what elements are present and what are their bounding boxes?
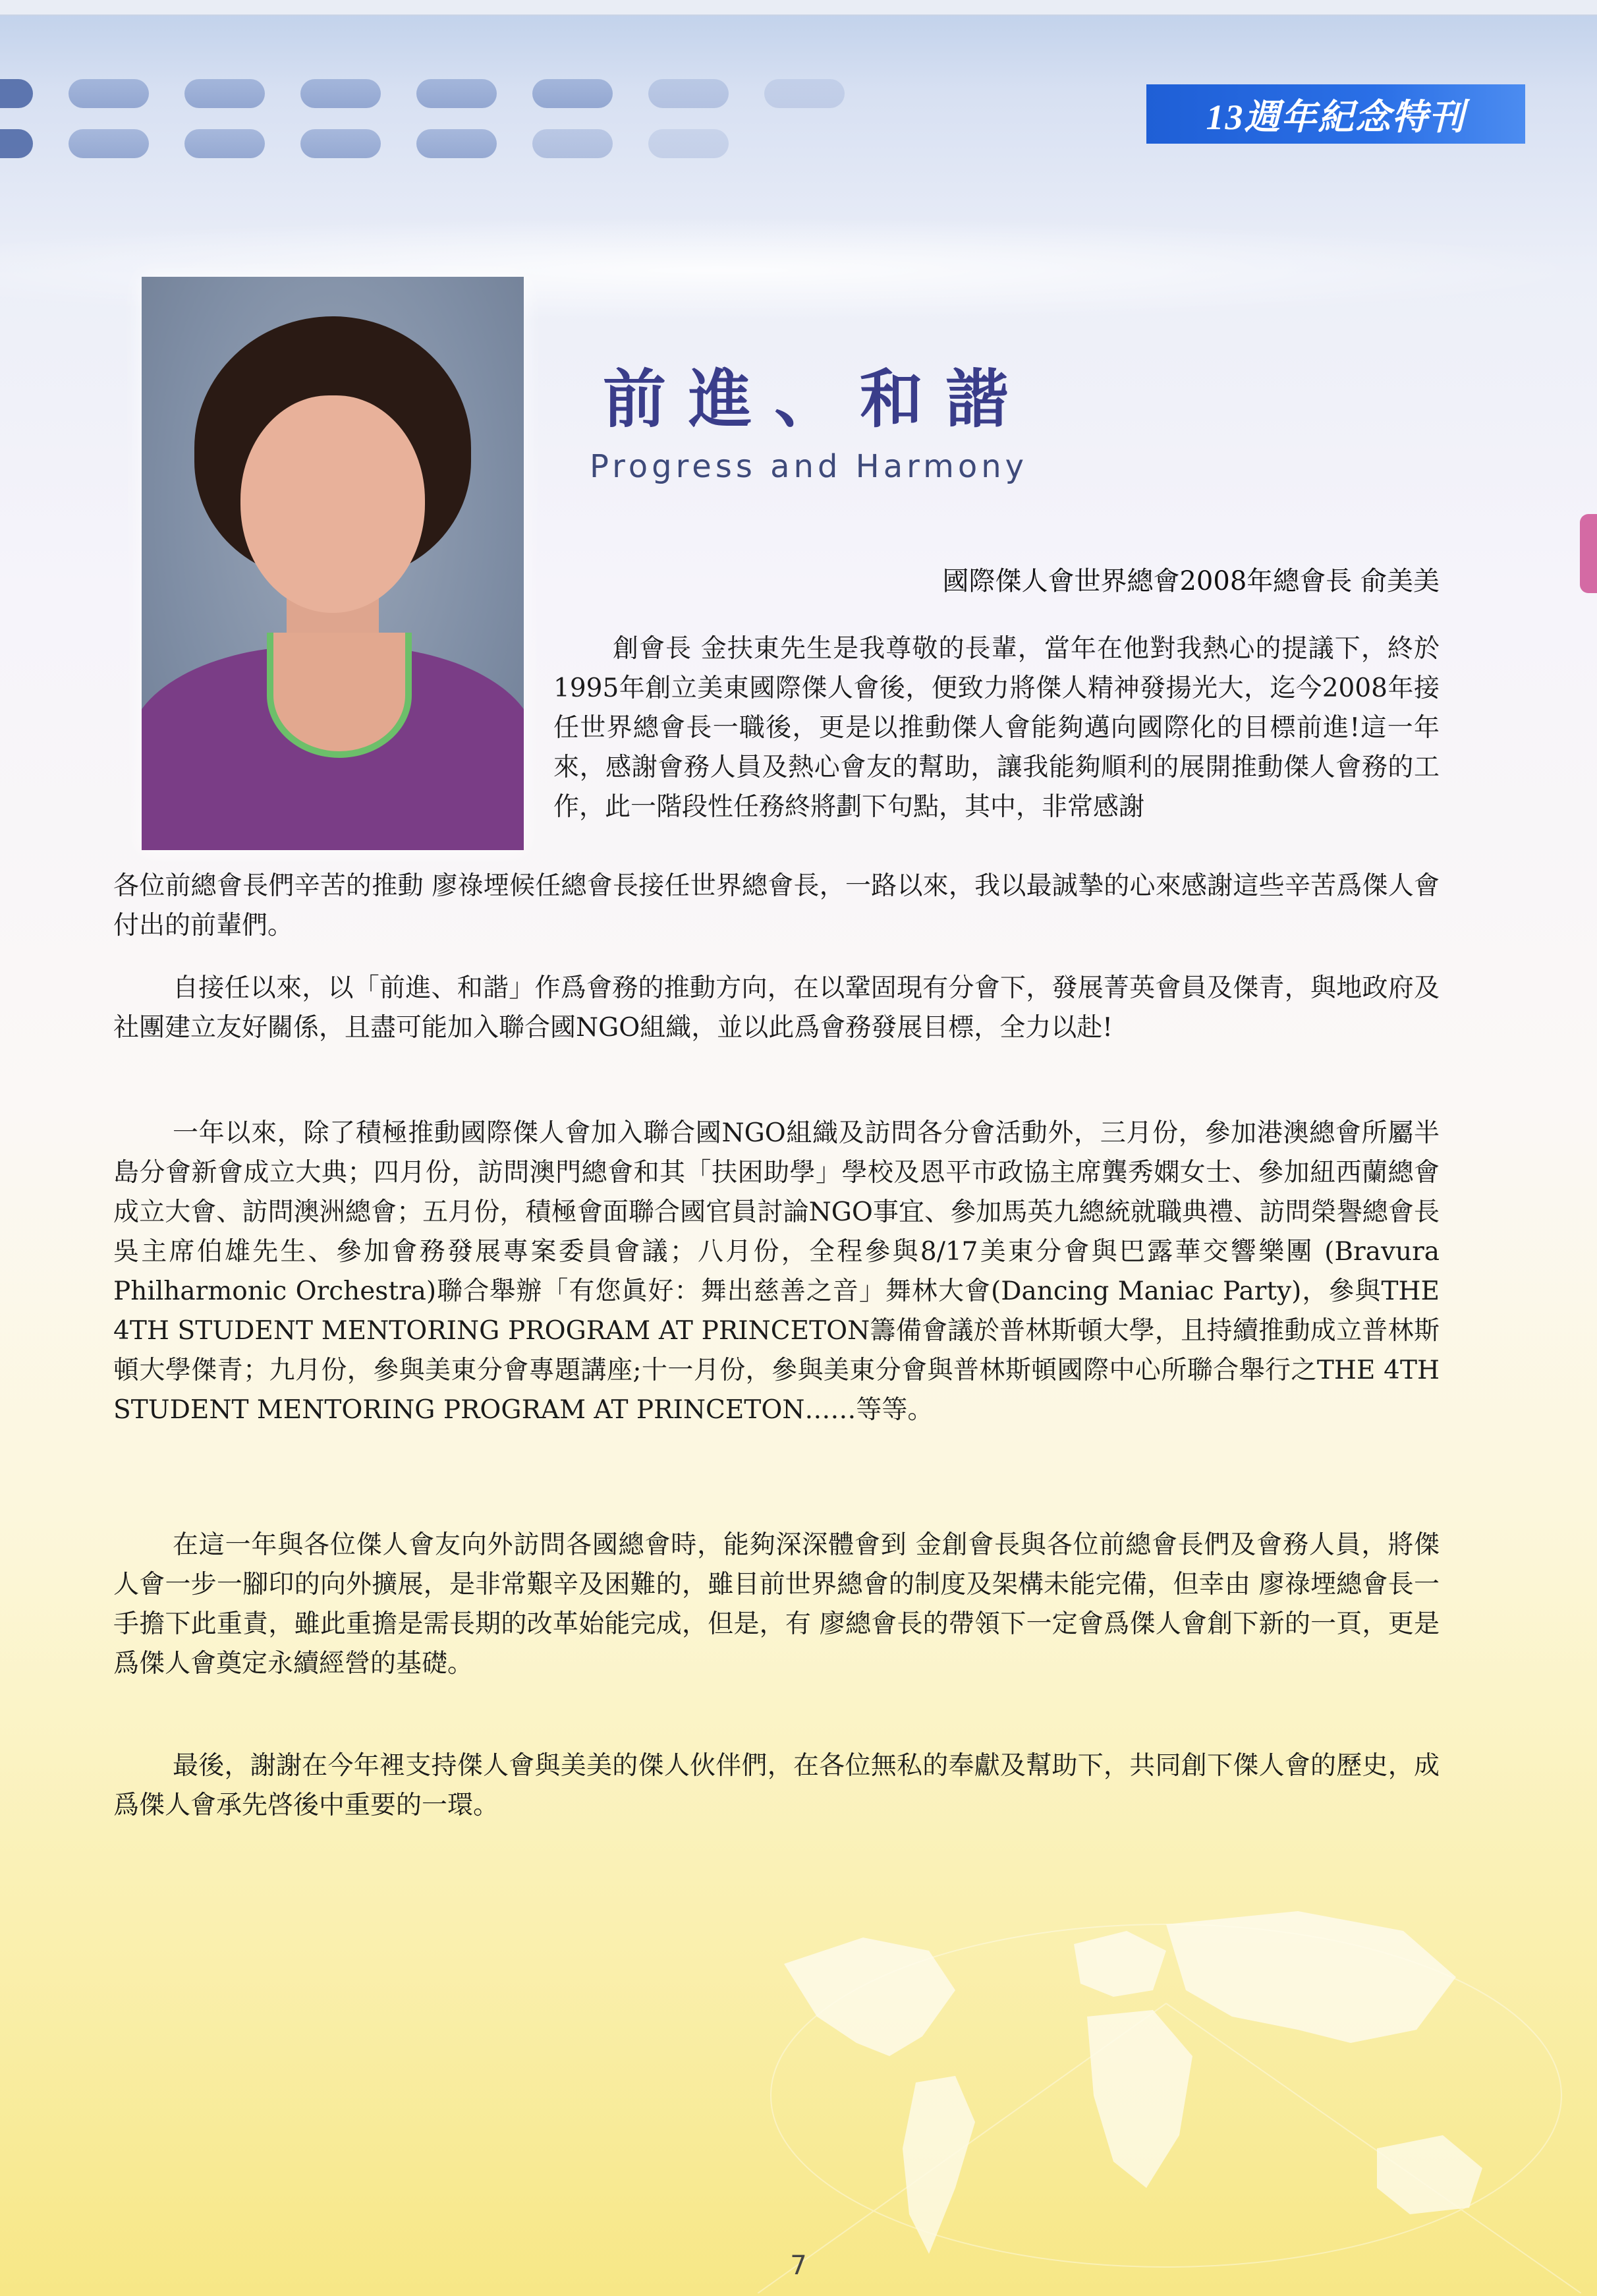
paragraph-2: 自接任以來，以「前進、和諧」作爲會務的推動方向，在以鞏固現有分會下，發展菁英會員及傑青，與地政府及社團建立友好關係，且盡可能加入聯合國NGO組織，並以此爲會務發展目標，全力以赴! [113, 973, 1440, 1043]
decorative-pill-row-top [0, 79, 845, 108]
paragraph-1-first-part: 創會長 金扶東先生是我尊敬的長輩，當年在他對我熱心的提議下，終於1995年創立美東國際傑人會後，便致力將傑人精神發揚光大，迄今2008年接任世界總會長一職後，更是以推動傑人會能夠邁向國際化的目標前進!這一年來，感謝會務人員及熱心會友的幫助，讓我能夠順利的展開推動傑人會務的工作，此一階段性任務終將劃下句點，其中，非常感謝 [553, 634, 1440, 822]
article-title-english: Progress and Harmony [590, 448, 1028, 485]
decorative-pill [532, 79, 613, 108]
map-ray-line [1166, 2003, 1581, 2293]
portrait-face-shape [240, 395, 425, 613]
decorative-pill [184, 79, 265, 108]
paragraph-1-second-part: 各位前總會長們辛苦的推動 廖祿堙候任總會長接任世界總會長，一路以來，我以最誠摯的心來感謝這些辛苦爲傑人會付出的前輩們。 [113, 871, 1440, 940]
decorative-pill [69, 129, 149, 158]
portrait-collar-shape [267, 633, 412, 758]
decorative-pill [648, 129, 729, 158]
decorative-pill [416, 129, 497, 158]
decorative-pill [300, 129, 381, 158]
decorative-pill [0, 129, 33, 158]
decorative-pill [300, 79, 381, 108]
map-ray-line [758, 2003, 1166, 2293]
author-portrait-photo [142, 277, 524, 850]
map-landmass-africa [1087, 2010, 1192, 2188]
map-landmass-europe [1074, 1931, 1166, 1997]
page-number: 7 [790, 2251, 807, 2281]
banner-text: 13週年紀念特刊 [1206, 97, 1466, 137]
map-landmass-australia [1377, 2135, 1482, 2214]
decorative-pill [416, 79, 497, 108]
author-byline: 國際傑人會世界總會2008年總會長 俞美美 [942, 566, 1440, 596]
map-landmass-asia [1166, 1911, 1456, 2043]
anniversary-banner [1146, 84, 1525, 144]
paragraph-4: 在這一年與各位傑人會友向外訪問各國總會時，能夠深深體會到 金創會長與各位前總會長們及會務人員，將傑人會一步一腳印的向外擴展，是非常艱辛及困難的，雖目前世界總會的制度及架構未能完備，但幸由 廖祿堙總會長一手擔下此重責，雖此重擔是需長期的改革始能完成，但是，有 廖總會長的帶領下一定會爲傑人會創下新的一頁，更是爲傑人會奠定永續經營的基礎。 [113, 1530, 1440, 1679]
decorative-pill [764, 79, 845, 108]
decorative-pill-row-bottom [0, 129, 729, 158]
article-title-chinese: 前進、和諧 [603, 362, 1031, 436]
paragraph-3: 一年以來，除了積極推動國際傑人會加入聯合國NGO組織及訪問各分會活動外，三月份，參加港澳總會所屬半島分會新會成立大典；四月份，訪問澳門總會和其「扶困助學」學校及恩平市政協主席龔秀嫻女士、參加紐西蘭總會成立大會、訪問澳洲總會；五月份，積極會面聯合國官員討論NGO事宜、參加馬英九總統就職典禮、訪問榮譽總會長吳主席伯雄先生、參加會務發展專案委員會議；八月份，全程參與8/17美東分會與巴露華交響樂團 (Bravura Philharmonic Orchestra)聯合舉辦「有您眞好：舞出慈善之音」舞林大會(Dancing Maniac Party)，參與THE 4TH STUDENT MENTORING PROGRAM AT PRINCETON籌備會議於普林斯頓大學，且持續推動成立普林斯頓大學傑青；九月份，參與美東分會專題講座;十一月份，參與美東分會與普林斯頓國際中心所聯合舉行之THE 4TH STUDENT MENTORING PROGRAM AT PRINCETON……等等。 [113, 1118, 1440, 1425]
decorative-pill [0, 79, 33, 108]
decorative-pill [69, 79, 149, 108]
decorative-pill [184, 129, 265, 158]
decorative-pill [648, 79, 729, 108]
top-edge-strip [0, 0, 1597, 16]
decorative-pill [532, 129, 613, 158]
world-map-illustration [758, 1885, 1581, 2293]
map-landmass-north-america [784, 1937, 955, 2056]
page-edge-tab [1580, 514, 1597, 593]
paragraph-5: 最後，謝謝在今年裡支持傑人會與美美的傑人伙伴們，在各位無私的奉獻及幫助下，共同創下傑人會的歷史，成爲傑人會承先啓後中重要的一環。 [113, 1751, 1440, 1820]
